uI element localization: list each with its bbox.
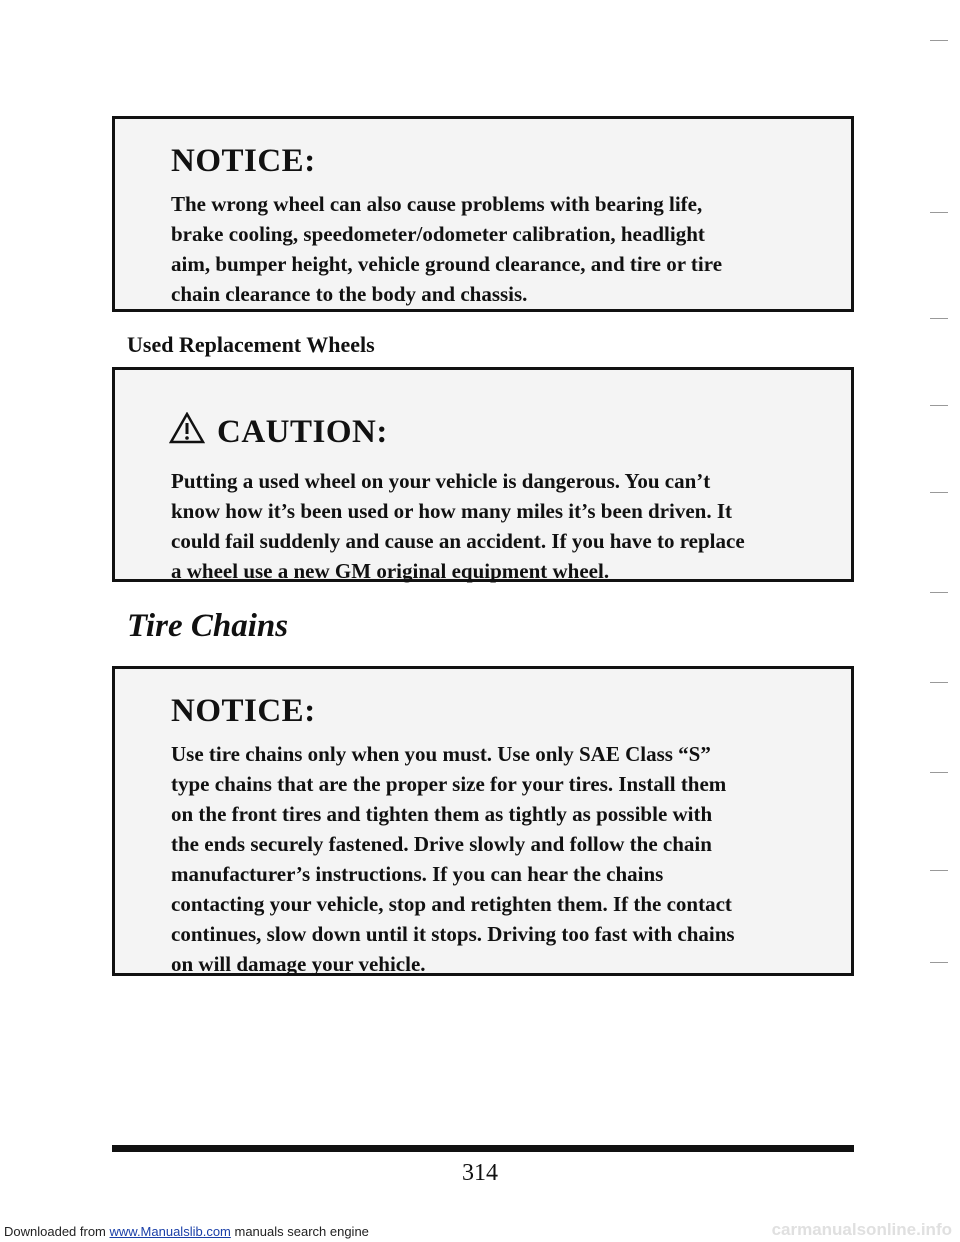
margin-tick xyxy=(930,405,948,406)
warning-triangle-icon xyxy=(169,412,205,453)
notice-box-wheel xyxy=(112,116,854,312)
caution-line-part: GM original equipment wheel. xyxy=(329,559,610,583)
page-number: 314 xyxy=(462,1160,498,1186)
notice-line: manufacturer’s instructions. If you can hear the chains xyxy=(171,862,664,886)
footer-prefix: Downloaded from xyxy=(4,1224,110,1239)
margin-tick xyxy=(930,962,948,963)
caution-text xyxy=(171,466,831,586)
notice-box-chains xyxy=(112,666,854,976)
caution-line: know how it’s been used or how many miles it’s been driven. It xyxy=(171,499,733,523)
notice-line: contacting your vehicle, stop and retighten them. If the contact xyxy=(171,892,732,916)
footer-rule xyxy=(112,1145,854,1152)
notice-line: type chains that are the proper size for your tires. Install them xyxy=(171,772,727,796)
margin-tick xyxy=(930,682,948,683)
notice-text xyxy=(171,189,831,309)
caution-header xyxy=(169,412,388,453)
notice-line: the ends securely fastened. Drive slowly and follow the chain xyxy=(171,832,712,856)
manualslib-link[interactable]: www.Manualslib.com xyxy=(109,1224,231,1239)
notice-line: continues, slow down until it stops. Driving too fast with chains xyxy=(171,922,735,946)
notice-line: on will damage your vehicle. xyxy=(171,952,426,976)
notice-line: chain clearance to the body and chassis. xyxy=(171,282,528,306)
new-emphasis: new xyxy=(293,559,330,583)
notice-line: aim, bumper height, vehicle ground clearance, and tire or tire xyxy=(171,252,723,276)
watermark: carmanualsonline.info xyxy=(771,1220,952,1239)
caution-line: Putting a used wheel on your vehicle is dangerous. You can’t xyxy=(171,469,711,493)
notice-text xyxy=(171,739,841,979)
margin-tick xyxy=(930,870,948,871)
margin-tick xyxy=(930,772,948,773)
margin-tick xyxy=(930,318,948,319)
section-title-tire-chains: Tire Chains xyxy=(127,608,289,644)
caution-line xyxy=(171,556,831,586)
caution-heading: CAUTION: xyxy=(217,414,388,450)
notice-line: Use tire chains only when you must. Use only SAE Class “S” xyxy=(171,742,711,766)
caution-box xyxy=(112,367,854,582)
margin-tick xyxy=(930,492,948,493)
caution-line: could fail suddenly and cause an accident. If you have to replace xyxy=(171,529,745,553)
notice-line: on the front tires and tighten them as tightly as possible with xyxy=(171,802,713,826)
footer-suffix: manuals search engine xyxy=(230,1224,369,1239)
download-footer xyxy=(4,1224,369,1239)
margin-tick xyxy=(930,592,948,593)
caution-line-part: a wheel use a xyxy=(171,559,294,583)
notice-heading: NOTICE: xyxy=(171,143,316,179)
notice-heading: NOTICE: xyxy=(171,693,316,729)
notice-line: brake cooling, speedometer/odometer calibration, headlight xyxy=(171,222,705,246)
notice-line: The wrong wheel can also cause problems with bearing life, xyxy=(171,192,703,216)
used-replacement-wheels-heading: Used Replacement Wheels xyxy=(127,332,375,357)
margin-tick xyxy=(930,212,948,213)
margin-tick xyxy=(930,40,948,41)
